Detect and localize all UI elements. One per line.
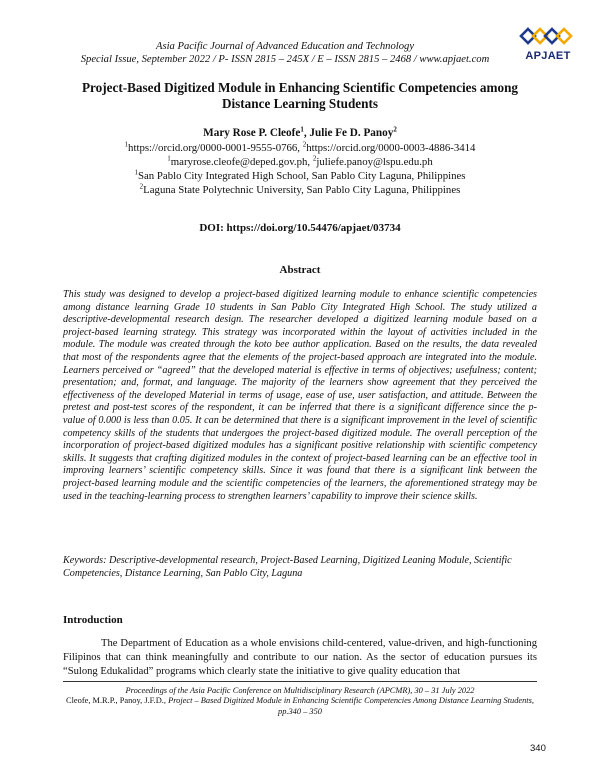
abstract-heading: Abstract: [279, 264, 321, 276]
affiliation-1: [50, 169, 550, 183]
abstract-text: This study was designed to develop a project-based digitized learning module to enhance scientific competencies among distance learning Grade 10 students in San Pablo City Integrated High School. The study utilized a descriptive-developmental research design. The researcher developed a digitized learning module based on a project-based learning strategy. This strategy was incorporated within the layout of activities included in the module. The module was created through the koto bee author application. Based on the results, the data revealed that most of the respondents agree that the elements of the project-based approach are integrated into the module. Learners perceived or “agreed” that the developed material is effective in terms of objectives; usefulness; content; presentation; and, format, and language. The majority of the learners show agreement that they perceived the effectiveness of the developed Material in terms of usage, ease of use, user satisfaction, and attitude. Between the pretest and post-test scores of the respondent, it can be inferred that there is a significant difference since the p-value of 0.000 is less than 0.05. It can be determined that there is a significant improvement in the level of scientific competency skills of the students that undergoes the project-based digitized module. The overall perception of the incorporation of project-based digitized modules has a significant positive relationship with scientific competency skills. It suggests that crafting digitized modules in the context of project-based learning can be an effective tool in improving learners’ scientific competency skills. Since it was found that there is a significant link between the project-based learning module and the scientific competencies of the learners, the aforementioned strategy may be used in the teaching-learning process to strengthen learners’ capability to improve their science skills.: [63, 289, 537, 502]
email-sup: 2: [312, 154, 317, 163]
affiliation-sup: 2: [139, 182, 144, 191]
issue-line: Special Issue, September 2022 / P- ISSN 2815 – 245X / E – ISSN 2815 – 2468 / www.apjaet.com: [80, 54, 490, 65]
orcid-sup: 1: [124, 140, 129, 149]
email-link[interactable]: juliefe.panoy@lspu.edu.ph: [316, 156, 433, 168]
logo-text: APJAET: [525, 50, 571, 62]
orcid-link[interactable]: https://orcid.org/0000-0003-4886-3414: [306, 142, 476, 154]
apjaet-logo-icon: [518, 27, 578, 69]
citation-title: Project – Based Digitized Module in Enhancing Scientific Competencies Among Distance Learning Students: [168, 696, 532, 706]
citation-pages: , pp.340 – 350: [278, 696, 534, 716]
affiliation-text: San Pablo City Integrated High School, San Pablo City Laguna, Philippines: [138, 170, 466, 182]
author-name: Julie Fe D. Panoy: [309, 127, 394, 139]
author-name: Mary Rose P. Cleofe: [203, 127, 301, 139]
author-sup: 2: [393, 125, 397, 134]
paper-title: Project-Based Digitized Module in Enhancing Scientific Competencies among Distance Learning Students: [81, 80, 518, 111]
doi-link[interactable]: DOI: https://doi.org/10.54476/apjaet/03734: [199, 222, 401, 234]
page-number: 340: [530, 743, 546, 754]
email-link[interactable]: maryrose.cleofe@deped.gov.ph,: [170, 156, 313, 168]
journal-name: Asia Pacific Journal of Advanced Education and Technology: [155, 41, 415, 52]
intro-text: The Department of Education as a whole envisions child-centered, value-driven, and high-functioning Filipinos that can think meaningfully and contribute to our nation. As the sector of education pursues its “Sulong Edukalidad” programs which clearly state the initiative to give quality education that: [63, 638, 537, 677]
keywords-text: Keywords: Descriptive-developmental research, Project-Based Learning, Digitized Leaning Module, Scientific Competencies, Distance Learning, San Pablo City, Laguna: [63, 555, 512, 579]
footer: [60, 686, 540, 717]
email-sup: 1: [167, 154, 171, 163]
author-separator: ,: [303, 127, 310, 139]
journal-header: [60, 40, 510, 66]
author-sup: 1: [300, 125, 304, 134]
citation-authors: Cleofe, M.R.P., Panoy, J.F.D.,: [66, 696, 169, 706]
orcid-link[interactable]: https://orcid.org/0000-0001-9555-0766,: [128, 142, 303, 154]
intro-heading: Introduction: [63, 614, 123, 626]
affiliation-sup: 1: [134, 168, 138, 177]
affiliation-2: [50, 183, 550, 197]
author-line: [60, 127, 540, 139]
footer-divider: [63, 681, 537, 682]
orcid-sup: 2: [302, 140, 307, 149]
footer-proceedings: Proceedings of the Asia Pacific Conference on Multidisciplinary Research (APCMR), 30 – 31 July 2022: [125, 686, 475, 695]
footer-citation: [60, 696, 540, 717]
affiliation-text: Laguna State Polytechnic University, San Pablo City Laguna, Philippines: [143, 184, 461, 196]
orcid-line: [50, 141, 550, 155]
email-line: [50, 155, 550, 169]
